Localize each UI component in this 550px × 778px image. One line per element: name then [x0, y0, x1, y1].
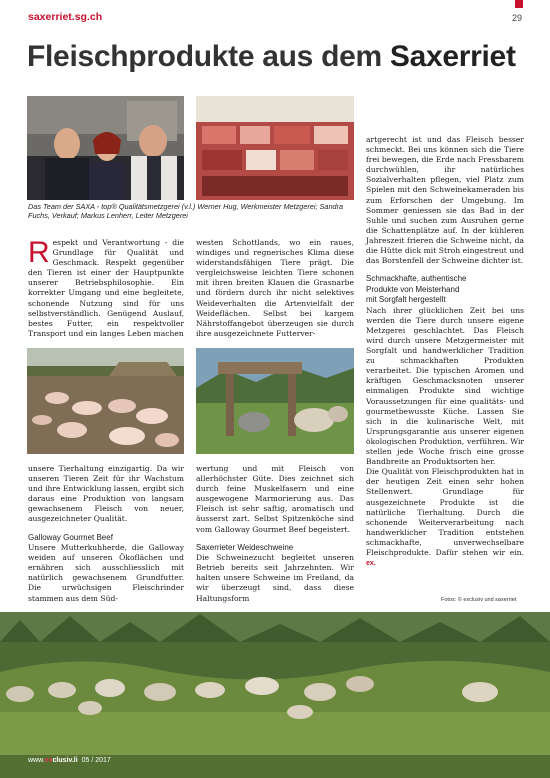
title-highlight: Saxerriet	[389, 40, 516, 73]
footer-brand-accent: ex	[44, 757, 53, 764]
meisterhand-subheading	[366, 274, 524, 306]
footer	[28, 757, 111, 764]
photo-credit: Fotos: © exclusiv und saxerriet	[441, 597, 517, 603]
sheep-landscape-photo	[0, 612, 550, 778]
site-url: saxerriet.sg.ch	[28, 11, 103, 23]
footer-prefix: www.	[28, 757, 45, 764]
artgerecht-paragraph: artgerecht ist und das Fleisch besser schmeckt. Bei uns können sich die Tiere frei bewegen, die Erde nach Fressbarem durchwühlen, ihr natürliches Sozialverhalten pflegen, viel Platz zum Spielen mit den Schweinekameraden bis zum Erforschen der Umgebung. Im Sommer geniessen sie das Bad in der Suhle und suchen zum Ausruhen gerne die Schattenplätze auf. In der kühleren Jahreszeit frieren die Schweine nicht, da die Hütte dick mit Stroh eingestreut und das Borstenfell der Schweine dichter ist.	[366, 135, 524, 266]
team-photo	[27, 96, 184, 200]
drop-cap: R	[28, 236, 50, 269]
fleisch-paragraph: wertung und mit Fleisch von allerhöchster Güte. Dies zeichnet sich durch feine Muskelfasern und eine ausgewogene Marmorierung aus. Das Fleisch ist sehr saftig, aromatisch und äusserst zart. Selbst Spitzenköche sind vom Galloway Gourmet Beef begeistert.	[196, 464, 354, 534]
column-2-lower	[196, 464, 354, 604]
galloway-subheading: Galloway Gourmet Beef	[28, 532, 113, 542]
intro-text: espekt und Verantwortung - die Grundlage für Qualität und Geschmack. Respekt gegenüber den Tieren ist einer der Hauptpunkte unserer Betriebsphilosophie. Ein korrekter Umgang und eine begleitete, schonende Nutzung sind für uns selbstverständlich. Genügend Auslauf, bestes Futter, ein respektvoller Transport und ein langes Leben machen	[28, 238, 184, 338]
end-mark: ex.	[366, 560, 376, 568]
subheading-line-2: Produkte von Meisterhand	[366, 284, 460, 294]
photo-caption: Das Team der SAXA - top® Qualitätsmetzgerei (v.l.) Werner Hug, Werkmeister Metzgerei; Sandra Fuchs, Verkauf; Markus Lenherr, Leiter Metzgerei	[28, 202, 344, 221]
footer-brand: clusiv.li	[52, 757, 78, 764]
schottland-paragraph: westen Schottlands, wo ein raues, windiges und regnerisches Klima diese widerstandsfähigen Tiere prägt. Die vergleichsweise leichten Tiere schonen mit ihren breiten Klauen die Grasnarbe und fördern durch ihr nicht selektives Weideverhalten die Artenvielfalt der Weideflächen. Selbst bei kargem Nährstoffangebot überzeugen sie durch ihre ausgezeichnete Futterver-	[196, 238, 354, 338]
column-3	[366, 135, 524, 569]
footer-issue: 05 / 2017	[81, 757, 111, 764]
subheading-line-3: mit Sorgfalt hergestellt	[366, 295, 446, 305]
page-number: 29	[512, 13, 523, 23]
weideschweine-subheading: Saxerrieter Weideschweine	[196, 542, 294, 552]
accent-marker	[515, 0, 523, 8]
column-1-lower	[28, 464, 184, 604]
galloway-paragraph: Unsere Mutterkuhherde, die Galloway weiden auf unseren Ökoflächen und ernähren sich ausschliesslich mit natürlich gewachsenem Grundfutter. Die urwüchsigen Fleischrinder stammen aus dem Süd-	[28, 543, 184, 603]
article-title	[27, 40, 516, 74]
intro-paragraph	[28, 238, 184, 339]
title-main: Fleischprodukte aus dem	[27, 40, 382, 73]
meat-counter-photo	[196, 96, 354, 200]
subheading-line-1: Schmackhafte, authentische	[366, 274, 467, 284]
column-2-upper	[196, 238, 354, 339]
metzgerei-paragraph: Nach ihrer glücklichen Zeit bei uns werden die Tiere durch unsere eigene Metzgerei geschlachtet. Das Fleisch wird durch unsere Metzgermeister mit Sorgfalt und handwerklicher Tradition zu schmackhaften Produkten verarbeitet. Die typischen Aromen und kräftigen Geschmacksnoten unserer einmaligen Produkte sind wichtige Voraussetzungen für eine qualitäts- und gourmetbewusste Küche. Lassen Sie sich in die kulinarische Welt, mit Ursprungsgarantie aus unserer eigenen ökologischen Produktion, verführen. Wir stellen jede Woche frisch eine grosse Bandbreite an Produktsorten her.	[366, 305, 524, 467]
pigs-photo	[27, 348, 184, 454]
qualitaet-text: Die Qualität von Fleischprodukten hat in der heutigen Zeit einen sehr hohen Stellenwert. Grundlage für ausgezeichnete Produkte ist die natürliche Tierhaltung. Durch die schonende Weiterverarbeitung nach handwerklicher Tradition entstehen schmackhafte, unverwechselbare Fleischprodukte. Dafür stehen wir ein.	[366, 467, 524, 557]
tierhaltung-paragraph: unsere Tierhaltung einzigartig. Da wir unseren Tieren Zeit für ihr Wachstum und ihre Entwicklung lassen, ergibt sich daraus eine Produktion von langsam gewachsenem Fleisch von neuer, ausgezeichneter Qualität.	[28, 464, 184, 524]
cattle-photo	[196, 348, 354, 454]
column-1-intro	[28, 238, 184, 339]
qualitaet-paragraph	[366, 467, 524, 569]
schweinezucht-paragraph: Die Schweinezucht begleitet unseren Betrieb bereits seit Jahrzehnten. Wir halten unsere Schweine im Freiland, da wir überzeugt sind, dass diese Haltungsform	[196, 553, 354, 603]
